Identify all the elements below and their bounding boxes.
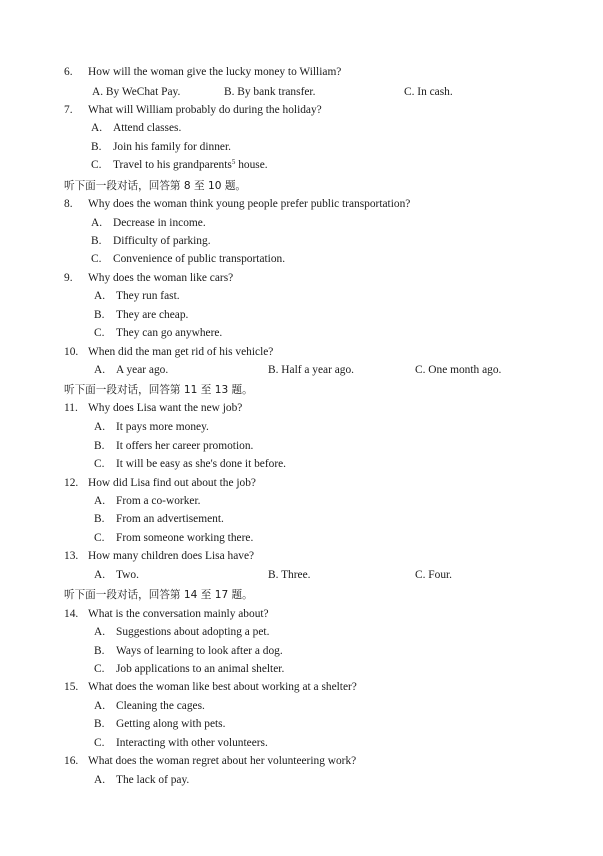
option-text: Job applications to an animal shelter. bbox=[116, 663, 285, 675]
option-c bbox=[94, 458, 286, 470]
option-text: The lack of pay. bbox=[116, 774, 190, 786]
option-a bbox=[94, 569, 139, 581]
option-c bbox=[91, 159, 268, 171]
option-letter: B. bbox=[94, 440, 105, 452]
option-b bbox=[94, 513, 224, 525]
option-letter: A. bbox=[94, 700, 106, 712]
option-c bbox=[94, 532, 253, 544]
option-b: B. Half a year ago. bbox=[268, 364, 355, 376]
question-16 bbox=[64, 755, 356, 767]
question-8 bbox=[64, 198, 410, 210]
option-letter: C. bbox=[91, 253, 102, 265]
option-text: They can go anywhere. bbox=[116, 327, 223, 339]
option-a bbox=[94, 774, 189, 786]
option-a bbox=[94, 700, 205, 712]
question-text: How many children does Lisa have? bbox=[88, 550, 255, 562]
option-letter: A. bbox=[94, 495, 106, 507]
option-text-pre: Travel to his grandparents bbox=[113, 159, 232, 171]
option-c bbox=[91, 253, 285, 265]
question-text: Why does the woman think young people prefer public transportation? bbox=[88, 198, 411, 210]
option-letter: B. bbox=[94, 513, 105, 525]
question-number: 11. bbox=[64, 402, 78, 414]
question-number: 16. bbox=[64, 755, 79, 767]
question-number: 13. bbox=[64, 550, 79, 562]
option-a bbox=[94, 364, 168, 376]
option-letter: A. bbox=[91, 217, 103, 229]
option-text: Suggestions about adopting a pet. bbox=[116, 626, 270, 638]
option-c bbox=[94, 327, 222, 339]
option-text: They are cheap. bbox=[116, 309, 189, 321]
option-a: A. By WeChat Pay. bbox=[92, 86, 181, 98]
option-text: Attend classes. bbox=[113, 122, 182, 134]
option-text: Getting along with pets. bbox=[116, 718, 226, 730]
option-c: C. One month ago. bbox=[415, 364, 502, 376]
section-instruction: 听下面一段对话，回答第 8 至 10 题。 bbox=[64, 180, 247, 192]
section-instruction: 听下面一段对话，回答第 14 至 17 题。 bbox=[64, 589, 253, 601]
option-text: It will be easy as she's done it before. bbox=[116, 458, 287, 470]
question-number: 14. bbox=[64, 608, 79, 620]
option-a bbox=[94, 421, 209, 433]
option-b: B. Three. bbox=[268, 569, 311, 581]
footnote-mark: 5 bbox=[231, 158, 236, 166]
option-text-post: house. bbox=[235, 159, 268, 171]
question-15 bbox=[64, 681, 357, 693]
option-a bbox=[91, 122, 181, 134]
option-text: Join his family for dinner. bbox=[113, 141, 232, 153]
option-text: From a co-worker. bbox=[116, 495, 201, 507]
option-text: From someone working there. bbox=[116, 532, 254, 544]
option-letter: A. bbox=[91, 122, 103, 134]
option-letter: A. bbox=[94, 626, 106, 638]
question-6 bbox=[64, 66, 341, 78]
option-b bbox=[94, 645, 283, 657]
option-b bbox=[94, 440, 253, 452]
option-text: It pays more money. bbox=[116, 421, 209, 433]
question-text: How did Lisa find out about the job? bbox=[88, 477, 256, 489]
option-a bbox=[94, 495, 200, 507]
option-text: Convenience of public transportation. bbox=[113, 253, 286, 265]
option-text: A year ago. bbox=[116, 364, 169, 376]
question-text: Why does Lisa want the new job? bbox=[88, 402, 243, 414]
option-c: C. In cash. bbox=[404, 86, 453, 98]
option-text: Decrease in income. bbox=[113, 217, 206, 229]
question-text: What is the conversation mainly about? bbox=[88, 608, 269, 620]
question-9 bbox=[64, 272, 233, 284]
option-c bbox=[94, 737, 268, 749]
question-text: When did the man get rid of his vehicle? bbox=[88, 346, 274, 358]
option-letter: B. bbox=[94, 309, 105, 321]
question-number: 8. bbox=[64, 198, 73, 210]
question-7 bbox=[64, 104, 322, 116]
option-letter: C. bbox=[94, 532, 105, 544]
option-b bbox=[94, 309, 188, 321]
option-text: From an advertisement. bbox=[116, 513, 224, 525]
question-12 bbox=[64, 477, 256, 489]
option-b: B. By bank transfer. bbox=[224, 86, 316, 98]
question-11 bbox=[64, 402, 242, 414]
option-letter: C. bbox=[94, 663, 105, 675]
option-text: It offers her career promotion. bbox=[116, 440, 254, 452]
option-letter: B. bbox=[94, 718, 105, 730]
option-text: They run fast. bbox=[116, 290, 180, 302]
question-number: 9. bbox=[64, 272, 73, 284]
option-c: C. Four. bbox=[415, 569, 453, 581]
option-text: Difficulty of parking. bbox=[113, 235, 211, 247]
option-b bbox=[91, 235, 211, 247]
question-number: 6. bbox=[64, 66, 73, 78]
question-text: How will the woman give the lucky money to William? bbox=[88, 66, 342, 78]
question-14 bbox=[64, 608, 269, 620]
option-c bbox=[94, 663, 284, 675]
option-letter: B. bbox=[91, 235, 102, 247]
option-a bbox=[91, 217, 206, 229]
question-text: Why does the woman like cars? bbox=[88, 272, 234, 284]
question-number: 10. bbox=[64, 346, 79, 358]
question-text: What does the woman regret about her volunteering work? bbox=[88, 755, 357, 767]
option-text: Ways of learning to look after a dog. bbox=[116, 645, 283, 657]
option-letter: C. bbox=[94, 327, 105, 339]
question-13 bbox=[64, 550, 254, 562]
option-b bbox=[91, 141, 231, 153]
option-b bbox=[94, 718, 225, 730]
option-letter: A. bbox=[94, 364, 106, 376]
option-letter: A. bbox=[94, 421, 106, 433]
option-letter: C. bbox=[94, 458, 105, 470]
question-text: What will William probably do during the holiday? bbox=[88, 104, 322, 116]
option-a bbox=[94, 626, 269, 638]
option-letter: A. bbox=[94, 290, 106, 302]
option-letter: B. bbox=[94, 645, 105, 657]
option-letter: A. bbox=[94, 774, 106, 786]
question-number: 12. bbox=[64, 477, 79, 489]
option-text: Interacting with other volunteers. bbox=[116, 737, 268, 749]
option-text: Cleaning the cages. bbox=[116, 700, 205, 712]
option-letter: B. bbox=[91, 141, 102, 153]
option-a bbox=[94, 290, 180, 302]
option-text: Two. bbox=[116, 569, 139, 581]
question-text: What does the woman like best about working at a shelter? bbox=[88, 681, 357, 693]
question-10 bbox=[64, 346, 273, 358]
question-number: 15. bbox=[64, 681, 79, 693]
option-letter: C. bbox=[94, 737, 105, 749]
option-letter: A. bbox=[94, 569, 106, 581]
option-letter: C. bbox=[91, 159, 102, 171]
section-instruction: 听下面一段对话，回答第 11 至 13 题。 bbox=[64, 384, 253, 396]
question-number: 7. bbox=[64, 104, 73, 116]
